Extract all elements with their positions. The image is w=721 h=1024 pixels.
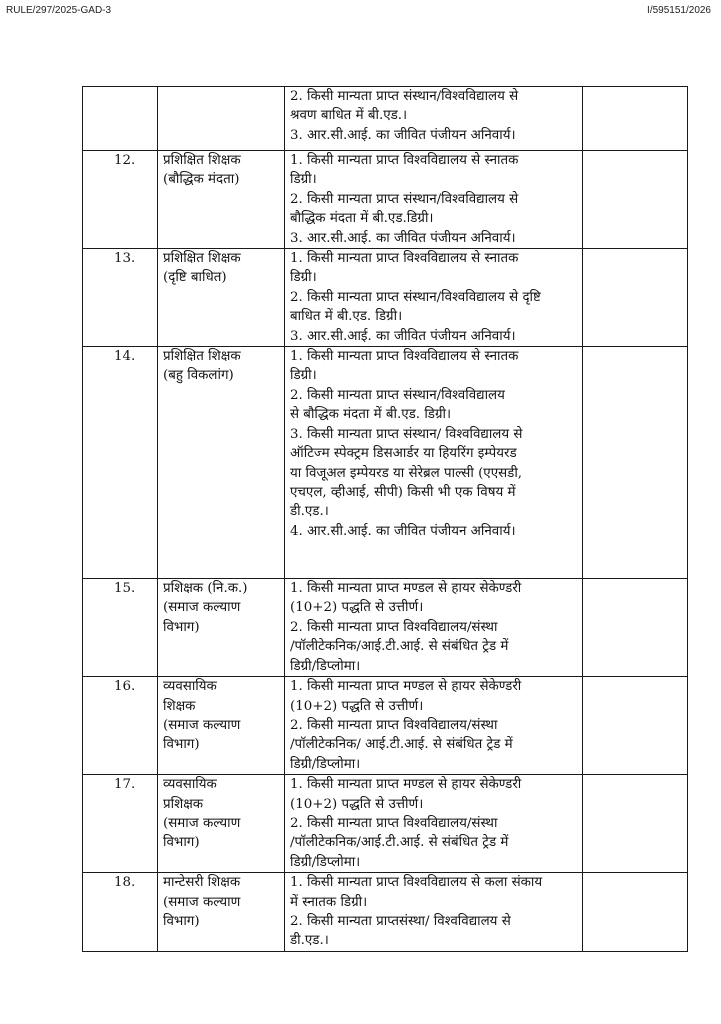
qualification-cell (285, 775, 583, 873)
serial-number: 14. (114, 349, 136, 365)
qualification-line: 2. किसी मान्यता प्राप्त विश्वविद्यालय/संस्था (290, 717, 498, 733)
qualification-line: श्रवण बाधित में बी.एड.। (290, 108, 408, 124)
serial-number: 17. (114, 777, 136, 793)
qualification-line: 1. किसी मान्यता प्राप्त मण्डल से हायर सेकेण्डरी (290, 679, 522, 695)
post-name-line: विभाग) (163, 619, 200, 635)
qualification-line: 2. किसी मान्यता प्राप्त संस्थान/विश्वविद्यालय से दृष्टि (290, 289, 541, 305)
post-name-line: (दृष्टि बाधित) (163, 270, 227, 286)
remarks-cell (583, 347, 688, 579)
qualification-line: 1. किसी मान्यता प्राप्त विश्वविद्यालय से कला संकाय (290, 875, 543, 891)
qualification-line: (10+2) पद्धति से उत्तीर्ण। (290, 698, 424, 714)
table-row (83, 677, 688, 775)
post-name-line: विभाग) (163, 835, 200, 851)
serial-number: 18. (114, 875, 136, 891)
post-name-cell (158, 775, 285, 873)
remarks-cell (583, 151, 688, 249)
table-row (83, 87, 688, 151)
post-name-line: प्रशिक्षक (163, 796, 204, 812)
qualification-line: 3. आर.सी.आई. का जीवित पंजीयन अनिवार्य। (290, 328, 516, 344)
serial-number: 13. (114, 251, 136, 267)
qualification-line: ऑटिज्म स्पेक्ट्रम डिसआर्डर या हियरिंग इम्पेयरड (290, 446, 517, 462)
qualification-cell (285, 87, 583, 151)
qualification-cell (285, 677, 583, 775)
qualification-line: एचएल, व्हीआई, सीपी) किसी भी एक विषय में (290, 484, 516, 500)
qualification-line: /पॉलीटेकनिक/ आई.टी.आई. से संबंधित ट्रेड में (290, 737, 513, 753)
qualification-line: डिग्री/डिप्लोमा। (290, 658, 361, 674)
post-name-line: व्यवसायिक (163, 679, 217, 695)
remarks-cell (583, 249, 688, 347)
qualification-line: में स्नातक डिग्री। (290, 894, 368, 910)
qualification-cell (285, 151, 583, 249)
qualification-line: 1. किसी मान्यता प्राप्त विश्वविद्यालय से स्नातक (290, 251, 519, 267)
qualification-line: 2. किसी मान्यता प्राप्त संस्थान/विश्वविद्यालय से (290, 89, 519, 104)
qualification-line: डिग्री। (290, 368, 317, 384)
serial-number: 12. (114, 153, 136, 168)
post-name-cell (158, 677, 285, 775)
qualification-line: डिग्री। (290, 172, 317, 188)
post-name-line: (समाज कल्याण (163, 600, 241, 616)
post-name-line: व्यवसायिक (163, 777, 217, 793)
post-name-line: शिक्षक (163, 698, 196, 714)
qualification-line: /पॉलीटेकनिक/आई.टी.आई. से संबंधित ट्रेड में (290, 835, 509, 851)
serial-number-cell (83, 87, 158, 151)
qualification-cell (285, 347, 583, 579)
post-name-line: विभाग) (163, 737, 200, 753)
post-name-line: (बहु विकलांग) (163, 368, 234, 384)
remarks-cell (583, 873, 688, 952)
qualification-line: 2. किसी मान्यता प्राप्त विश्वविद्यालय/संस्था (290, 619, 498, 635)
qualification-line: बौद्धिक मंदता में बी.एड.डिग्री। (290, 211, 434, 227)
qualification-line: 2. किसी मान्यता प्राप्त विश्वविद्यालय/संस्था (290, 815, 498, 831)
post-name-line: (समाज कल्याण (163, 815, 241, 831)
post-name-line: प्रशिक्षित शिक्षक (163, 251, 241, 267)
post-name-cell (158, 873, 285, 952)
post-name-cell (158, 249, 285, 347)
qualification-line: (10+2) पद्धति से उत्तीर्ण। (290, 600, 424, 616)
qualification-cell (285, 249, 583, 347)
qualification-table-body (83, 87, 688, 952)
serial-number-cell (83, 873, 158, 952)
qualification-line: या विजूअल इम्पेयरड या सेरेब्रल पाल्सी (एएसडी, (290, 465, 523, 481)
post-name-line: प्रशिक्षित शिक्षक (163, 349, 241, 365)
qualification-line: डिग्री/डिप्लोमा। (290, 756, 361, 772)
remarks-cell (583, 775, 688, 873)
post-name-line: मान्टेसरी शिक्षक (163, 875, 241, 891)
post-name-line: प्रशिक्षक (नि.क.) (163, 581, 248, 597)
qualification-line: डी.एड.। (290, 504, 329, 520)
qualification-cell (285, 579, 583, 677)
post-name-line: (बौद्धिक मंदता) (163, 172, 240, 188)
document-file-number: I/595151/2026 (647, 5, 711, 16)
qualification-line: डिग्री। (290, 270, 317, 286)
post-name-line: प्रशिक्षित शिक्षक (163, 153, 241, 168)
post-name-cell (158, 579, 285, 677)
post-name-cell (158, 347, 285, 579)
qualification-line: 1. किसी मान्यता प्राप्त मण्डल से हायर सेकेण्डरी (290, 777, 522, 793)
qualification-line: से बौद्धिक मंदता में बी.एड. डिग्री। (290, 407, 452, 423)
qualification-cell (285, 873, 583, 952)
post-name-cell (158, 87, 285, 151)
document-reference-code: RULE/297/2025-GAD-3 (6, 5, 112, 16)
serial-number: 15. (114, 581, 136, 597)
qualification-line: बाधित में बी.एड. डिग्री। (290, 309, 403, 325)
remarks-cell (583, 87, 688, 151)
serial-number-cell (83, 579, 158, 677)
qualification-line: 3. आर.सी.आई. का जीवित पंजीयन अनिवार्य। (290, 230, 516, 246)
qualification-line: 2. किसी मान्यता प्राप्त संस्थान/विश्वविद्यालय से (290, 191, 519, 207)
qualification-line: 2. किसी मान्यता प्राप्तसंस्था/ विश्वविद्यालय से (290, 913, 511, 929)
qualification-line: 1. किसी मान्यता प्राप्त विश्वविद्यालय से स्नातक (290, 349, 519, 365)
table-row (83, 249, 688, 347)
table-row (83, 873, 688, 952)
remarks-cell (583, 677, 688, 775)
qualification-line: डिग्री/डिप्लोमा। (290, 854, 361, 870)
serial-number-cell (83, 249, 158, 347)
table-row (83, 775, 688, 873)
remarks-cell (583, 579, 688, 677)
qualification-line: 1. किसी मान्यता प्राप्त मण्डल से हायर सेकेण्डरी (290, 581, 522, 597)
qualification-line: डी.एड.। (290, 933, 329, 949)
qualification-table (82, 86, 688, 952)
serial-number: 16. (114, 679, 136, 695)
qualification-line: 4. आर.सी.आई. का जीवित पंजीयन अनिवार्य। (290, 523, 516, 539)
qualification-line: 2. किसी मान्यता प्राप्त संस्थान/विश्वविद्यालय (290, 387, 505, 403)
qualification-line: 3. किसी मान्यता प्राप्त संस्थान/ विश्वविद्यालय से (290, 426, 523, 442)
post-name-cell (158, 151, 285, 249)
post-name-line: (समाज कल्याण (163, 717, 241, 733)
serial-number-cell (83, 775, 158, 873)
qualification-line: (10+2) पद्धति से उत्तीर्ण। (290, 796, 424, 812)
qualification-line: 1. किसी मान्यता प्राप्त विश्वविद्यालय से स्नातक (290, 153, 519, 168)
serial-number-cell (83, 151, 158, 249)
post-name-line: विभाग) (163, 913, 200, 929)
table-row (83, 151, 688, 249)
post-name-line: (समाज कल्याण (163, 894, 241, 910)
table-row (83, 347, 688, 579)
serial-number-cell (83, 347, 158, 579)
qualification-line: /पॉलीटेकनिक/आई.टी.आई. से संबंधित ट्रेड में (290, 639, 509, 655)
table-row (83, 579, 688, 677)
serial-number-cell (83, 677, 158, 775)
qualification-line: 3. आर.सी.आई. का जीवित पंजीयन अनिवार्य। (290, 127, 516, 143)
